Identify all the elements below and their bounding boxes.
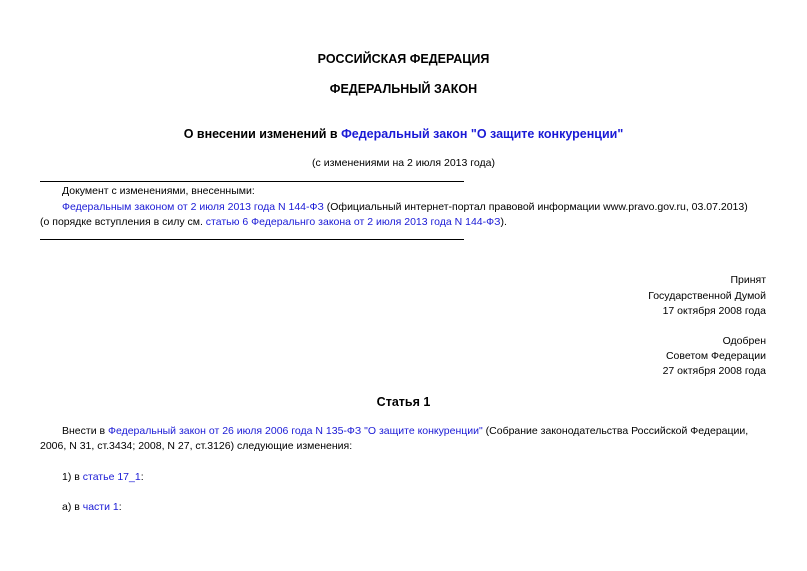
source-note: (Официальный интернет-портал правовой информации www.pravo.gov.ru, 03.07.2013): [323, 201, 748, 213]
approved-date: 27 октября 2008 года: [662, 365, 766, 377]
approved-by: Советом Федерации: [665, 350, 766, 362]
effect-note-suffix: ).: [500, 216, 507, 228]
article-paragraph-line-1: [62, 424, 748, 438]
top-divider: [40, 181, 464, 182]
item-1-suffix: :: [140, 471, 144, 483]
title-law-link[interactable]: Федеральный закон "О защите конкуренции": [341, 127, 624, 141]
document-type-heading: ФЕДЕРАЛЬНЫЙ ЗАКОН: [329, 82, 478, 96]
item-1a-suffix: :: [118, 501, 122, 513]
item-1-prefix: 1) в: [62, 471, 83, 483]
item-1a-prefix: а) в: [62, 501, 83, 513]
approved-label: Одобрен: [722, 335, 766, 347]
country-heading: РОССИЙСКАЯ ФЕДЕРАЦИЯ: [317, 52, 490, 66]
competition-law-link[interactable]: Федеральный закон от 26 июля 2006 года N 135-ФЗ "О защите конкуренции": [107, 425, 483, 437]
accepted-label: Принят: [730, 274, 766, 286]
amending-law-link[interactable]: Федеральным законом от 2 июля 2013 года N 144-ФЗ: [62, 201, 324, 213]
item-1a: [62, 500, 122, 514]
accepted-date: 17 октября 2008 года: [662, 305, 766, 317]
title-prefix: О внесении изменений в: [183, 127, 342, 141]
changes-line-1: [62, 200, 748, 214]
paragraph-prefix: Внести в: [62, 425, 108, 437]
changes-intro: Документ с изменениями, внесенными:: [62, 185, 255, 197]
document-title: [0, 127, 807, 141]
article-paragraph-line-2: 2006, N 31, ст.3434; 2008, N 27, ст.3126) следующие изменения:: [40, 440, 353, 452]
paragraph-source: (Собрание законодательства Российской Федерации,: [482, 425, 749, 437]
changes-line-2: [40, 215, 507, 229]
bottom-divider: [40, 239, 464, 240]
part-1-link[interactable]: части 1: [82, 501, 119, 513]
article-6-link[interactable]: статью 6 Федеральнго закона от 2 июля 2013 года N 144-ФЗ: [205, 216, 501, 228]
article-17-1-link[interactable]: статье 17_1: [82, 471, 141, 483]
article-heading: Статья 1: [376, 395, 431, 409]
amendment-note: (с изменениями на 2 июля 2013 года): [312, 157, 495, 169]
item-1: [62, 470, 144, 484]
effect-note-prefix: (о порядке вступления в силу см.: [40, 216, 206, 228]
accepted-by: Государственной Думой: [648, 290, 766, 302]
